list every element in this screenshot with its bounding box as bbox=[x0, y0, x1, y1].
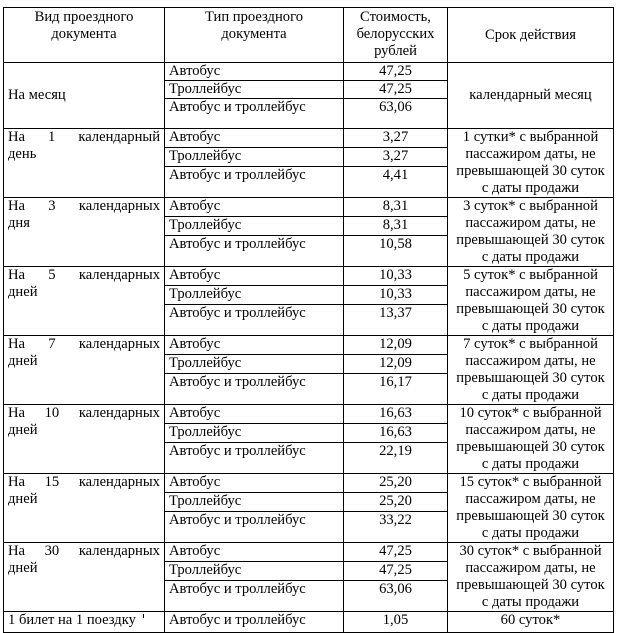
transport-type-cell: Автобус и троллейбус bbox=[165, 304, 344, 335]
ticket-kind-label: На месяц bbox=[8, 87, 66, 103]
header-kind-line: Вид проездного bbox=[34, 9, 134, 25]
fare-table bbox=[3, 7, 614, 633]
transport-type-cell: Автобус bbox=[165, 267, 344, 286]
ticket-kind-continuation: дней bbox=[8, 353, 38, 369]
ticket-kind-first-line bbox=[8, 474, 160, 491]
table-row bbox=[4, 267, 614, 286]
ticket-kind-cell bbox=[4, 336, 165, 405]
transport-type-cell: Троллейбус bbox=[165, 81, 344, 99]
cost-cell: 10,58 bbox=[344, 235, 448, 266]
ticket-kind-cell: 1 билет на 1 поездку bbox=[4, 612, 165, 633]
ticket-kind-continuation: день bbox=[8, 146, 37, 162]
next-row-divider bbox=[143, 614, 144, 618]
ticket-kind-continuation: дней bbox=[8, 284, 38, 300]
header-cost-line: рублей bbox=[374, 43, 417, 59]
cost-cell: 16,63 bbox=[344, 405, 448, 424]
cost-cell: 63,06 bbox=[344, 99, 448, 129]
cost-cell: 47,25 bbox=[344, 81, 448, 99]
transport-type-cell: Автобус и троллейбус bbox=[165, 612, 344, 633]
ticket-kind-word: 7 bbox=[48, 336, 56, 352]
header-row bbox=[4, 8, 614, 63]
header-type-line: документа bbox=[221, 26, 287, 42]
ticket-kind-cell bbox=[4, 198, 165, 267]
ticket-kind-word: календарных bbox=[78, 543, 160, 559]
table-row bbox=[4, 405, 614, 424]
ticket-kind-cell bbox=[4, 63, 165, 129]
ticket-kind-first-line bbox=[8, 405, 160, 422]
validity-cell: 5 суток* с выбранной пассажиром даты, не превышающей 30 суток с даты продажи bbox=[448, 267, 614, 336]
table-row bbox=[4, 129, 614, 148]
ticket-kind-word: На bbox=[8, 543, 26, 559]
cost-cell: 3,27 bbox=[344, 147, 448, 166]
cost-cell: 3,27 bbox=[344, 129, 448, 148]
cost-cell: 1,05 bbox=[344, 612, 448, 633]
cost-cell: 33,22 bbox=[344, 511, 448, 542]
ticket-kind-cell bbox=[4, 267, 165, 336]
transport-type-cell: Троллейбус bbox=[165, 423, 344, 442]
ticket-kind-word: 10 bbox=[44, 405, 60, 421]
table-row bbox=[4, 474, 614, 493]
validity-cell: 30 суток* с выбранной пассажиром даты, не превышающей 30 суток с даты продажи bbox=[448, 543, 614, 612]
cost-cell: 13,37 bbox=[344, 304, 448, 335]
transport-type-cell: Автобус и троллейбус bbox=[165, 373, 344, 404]
transport-type-cell: Автобус bbox=[165, 129, 344, 148]
cost-cell: 4,41 bbox=[344, 166, 448, 197]
fare-table-container bbox=[3, 7, 613, 633]
ticket-kind-cell bbox=[4, 405, 165, 474]
ticket-kind-word: На bbox=[8, 336, 26, 352]
transport-type-cell: Автобус bbox=[165, 198, 344, 217]
validity-cell: календарный месяц bbox=[448, 63, 614, 129]
table-row bbox=[4, 63, 614, 81]
cost-cell: 10,33 bbox=[344, 285, 448, 304]
transport-type-cell: Троллейбус bbox=[165, 216, 344, 235]
cost-cell: 25,20 bbox=[344, 474, 448, 493]
cost-cell: 47,25 bbox=[344, 543, 448, 562]
ticket-kind-word: календарных bbox=[78, 267, 160, 283]
header-kind-line: документа bbox=[51, 26, 117, 42]
transport-type-cell: Автобус и троллейбус bbox=[165, 166, 344, 197]
transport-type-cell: Автобус bbox=[165, 405, 344, 424]
cost-cell: 12,09 bbox=[344, 336, 448, 355]
cost-cell: 16,17 bbox=[344, 373, 448, 404]
ticket-kind-first-line bbox=[8, 198, 160, 215]
validity-cell: 60 суток* bbox=[448, 612, 614, 633]
transport-type-cell: Автобус и троллейбус bbox=[165, 99, 344, 129]
ticket-kind-word: 15 bbox=[44, 474, 60, 490]
cost-cell: 10,33 bbox=[344, 267, 448, 286]
ticket-kind-first-line bbox=[8, 267, 160, 284]
transport-type-cell: Троллейбус bbox=[165, 354, 344, 373]
ticket-kind-cell bbox=[4, 474, 165, 543]
cost-cell: 63,06 bbox=[344, 580, 448, 611]
transport-type-cell: Автобус и троллейбус bbox=[165, 580, 344, 611]
transport-type-cell: Автобус bbox=[165, 543, 344, 562]
transport-type-cell: Автобус bbox=[165, 63, 344, 81]
cost-cell: 8,31 bbox=[344, 198, 448, 217]
header-cost-line: Стоимость, bbox=[360, 9, 431, 25]
validity-cell: 7 суток* с выбранной пассажиром даты, не превышающей 30 суток с даты продажи bbox=[448, 336, 614, 405]
ticket-kind-first-line bbox=[8, 543, 160, 560]
ticket-kind-word: 3 bbox=[48, 198, 56, 214]
transport-type-cell: Троллейбус bbox=[165, 285, 344, 304]
ticket-kind-word: календарных bbox=[78, 198, 160, 214]
cost-cell: 16,63 bbox=[344, 423, 448, 442]
cost-cell: 25,20 bbox=[344, 492, 448, 511]
cost-cell: 12,09 bbox=[344, 354, 448, 373]
validity-cell: 3 суток* с выбранной пассажиром даты, не превышающей 30 суток с даты продажи bbox=[448, 198, 614, 267]
ticket-kind-word: календарный bbox=[78, 129, 160, 145]
transport-type-cell: Автобус bbox=[165, 336, 344, 355]
validity-cell: 10 суток* с выбранной пассажиром даты, не превышающей 30 суток с даты продажи bbox=[448, 405, 614, 474]
transport-type-cell: Автобус и троллейбус bbox=[165, 235, 344, 266]
ticket-kind-word: На bbox=[8, 267, 26, 283]
cost-cell: 22,19 bbox=[344, 442, 448, 473]
ticket-kind-word: На bbox=[8, 474, 26, 490]
transport-type-cell: Троллейбус bbox=[165, 147, 344, 166]
ticket-kind-word: 5 bbox=[48, 267, 56, 283]
ticket-kind-continuation: дня bbox=[8, 215, 30, 231]
header-type bbox=[165, 8, 344, 63]
ticket-kind-word: На bbox=[8, 198, 26, 214]
cost-cell: 8,31 bbox=[344, 216, 448, 235]
ticket-kind-first-line bbox=[8, 129, 160, 146]
ticket-kind-word: На bbox=[8, 129, 26, 145]
header-validity: Срок действия bbox=[448, 8, 614, 63]
ticket-kind-word: календарных bbox=[78, 474, 160, 490]
validity-cell: 15 суток* с выбранной пассажиром даты, не превышающей 30 суток с даты продажи bbox=[448, 474, 614, 543]
cost-cell: 47,25 bbox=[344, 561, 448, 580]
ticket-kind-continuation: дней bbox=[8, 560, 38, 576]
transport-type-cell: Автобус bbox=[165, 474, 344, 493]
ticket-kind-word: 30 bbox=[44, 543, 60, 559]
ticket-kind-cell bbox=[4, 543, 165, 612]
transport-type-cell: Троллейбус bbox=[165, 561, 344, 580]
next-row-fragment bbox=[3, 614, 614, 618]
table-row bbox=[4, 198, 614, 217]
ticket-kind-first-line bbox=[8, 336, 160, 353]
table-row bbox=[4, 543, 614, 562]
cost-cell: 47,25 bbox=[344, 63, 448, 81]
header-cost bbox=[344, 8, 448, 63]
table-row bbox=[4, 336, 614, 355]
validity-cell: 1 сутки* с выбранной пассажиром даты, не превышающей 30 суток с даты продажи bbox=[448, 129, 614, 198]
header-cost-line: белорусских bbox=[356, 26, 435, 42]
ticket-kind-word: На bbox=[8, 405, 26, 421]
transport-type-cell: Троллейбус bbox=[165, 492, 344, 511]
header-kind bbox=[4, 8, 165, 63]
ticket-kind-cell bbox=[4, 129, 165, 198]
header-type-line: Тип проездного bbox=[204, 9, 303, 25]
ticket-kind-word: календарных bbox=[78, 336, 160, 352]
transport-type-cell: Автобус и троллейбус bbox=[165, 511, 344, 542]
ticket-kind-word: 1 bbox=[48, 129, 56, 145]
transport-type-cell: Автобус и троллейбус bbox=[165, 442, 344, 473]
ticket-kind-continuation: дней bbox=[8, 422, 38, 438]
ticket-kind-word: календарных bbox=[78, 405, 160, 421]
ticket-kind-continuation: дней bbox=[8, 491, 38, 507]
